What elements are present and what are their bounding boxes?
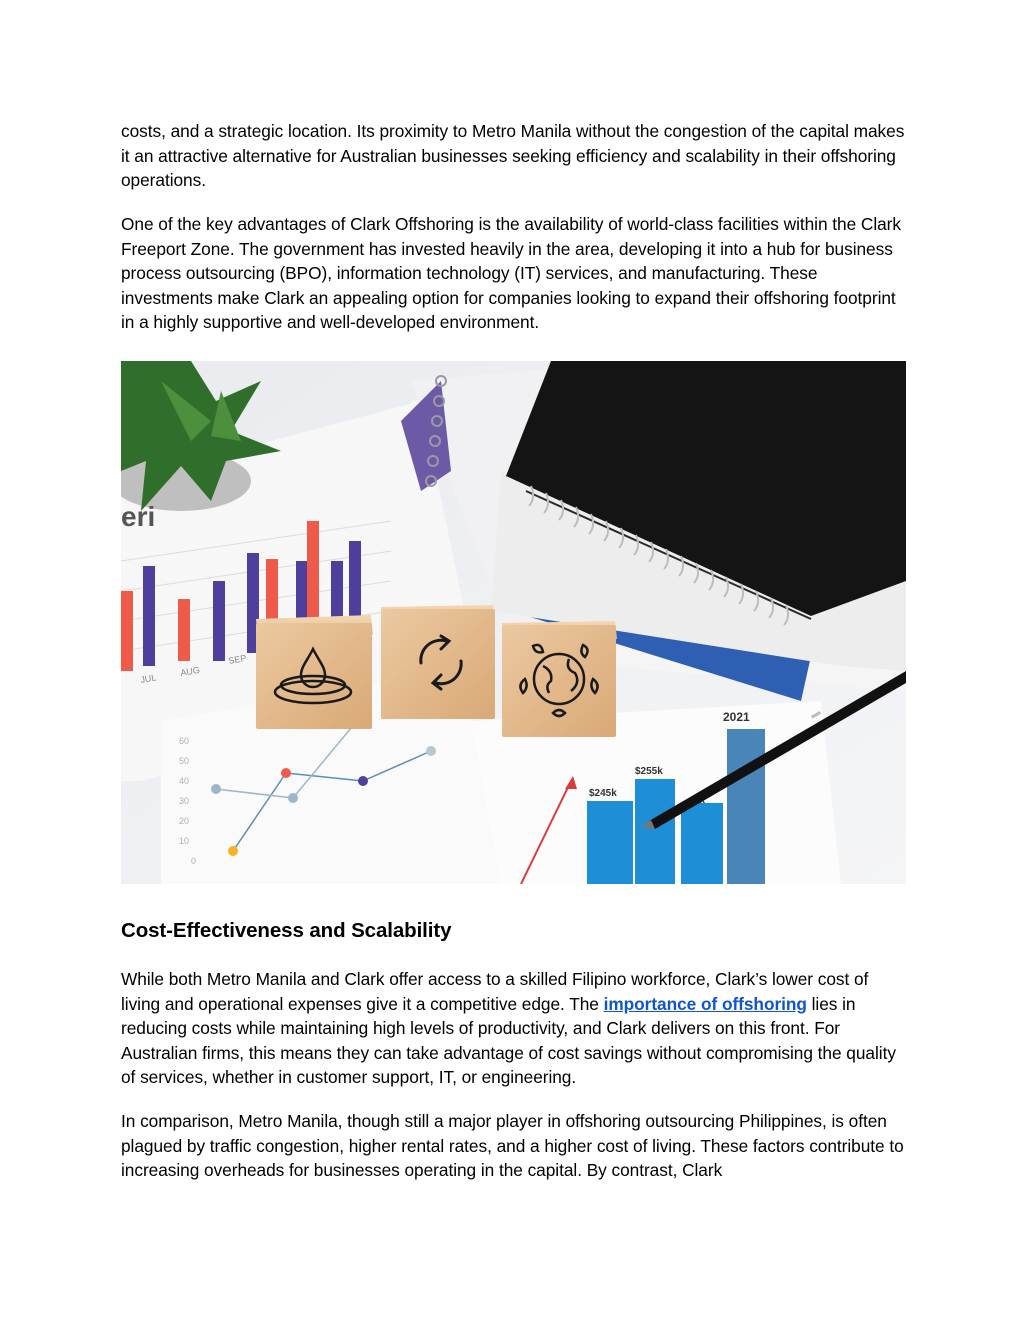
paragraph-intro-continuation: costs, and a strategic location. Its proximity to Metro Manila without the congestion of the capital makes it an attractive alternative for Australian businesses seeking efficiency and scalability in their offshoring operations. bbox=[121, 121, 905, 190]
month-label: AUG bbox=[179, 664, 201, 678]
y-tick-label: 60 bbox=[179, 736, 190, 746]
wooden-cube-water bbox=[256, 615, 373, 729]
bar-value-label: $245k bbox=[589, 788, 617, 799]
paragraph-metro-manila-comparison: In comparison, Metro Manila, though still a major player in offshoring outsourcing Philippines, is often plagued by traffic congestion, higher rental rates, and a higher cost of living. These factors contribute to increasing overheads for businesses operating in the capital. By contrast, Clark bbox=[121, 1111, 904, 1180]
y-tick-label: 50 bbox=[179, 756, 190, 766]
y-tick-label: 40 bbox=[179, 776, 190, 786]
paragraph-text: lies in reducing costs while maintaining high levels of productivity, and Clark delivers on this front. For Australian firms, this means they can take advantage of cost savings without compromising the quality of services, whether in customer support, IT, or engineering. bbox=[121, 993, 896, 1087]
month-label: JUL bbox=[139, 672, 158, 685]
paragraph-clark-advantages: One of the key advantages of Clark Offshoring is the availability of world-class facilities within the Clark Freeport Zone. The government has invested heavily in the area, developing it into a hub for business process outsourcing (BPO), information technology (IT) services, and manufacturing. These investments make Clark an appealing option for companies looking to expand their offshoring footprint in a highly supportive and well-developed environment. bbox=[121, 214, 901, 332]
month-label: SEP bbox=[227, 652, 248, 666]
offshoring-photo bbox=[121, 361, 906, 884]
paragraph-text: While both Metro Manila and Clark offer access to a skilled Filipino workforce, Clark’s lower cost of living and operational expenses give it a competitive edge. The bbox=[121, 969, 869, 1014]
y-tick-label: 20 bbox=[179, 816, 190, 826]
wooden-cube-globe bbox=[502, 621, 617, 737]
paragraph-cost-effectiveness bbox=[121, 967, 911, 1090]
wooden-cube-recycle bbox=[381, 605, 495, 719]
chart-title-fragment: eri bbox=[121, 501, 156, 532]
y-tick-label: 10 bbox=[179, 836, 190, 846]
y-tick-label: 30 bbox=[179, 796, 190, 806]
year-label: 2021 bbox=[723, 710, 750, 724]
bar-value-label: $255k bbox=[635, 766, 663, 777]
y-tick-label: 0 bbox=[191, 856, 197, 866]
importance-of-offshoring-link[interactable]: importance of offshoring bbox=[603, 993, 807, 1014]
section-heading-cost-effectiveness: Cost-Effectiveness and Scalability bbox=[121, 919, 452, 942]
